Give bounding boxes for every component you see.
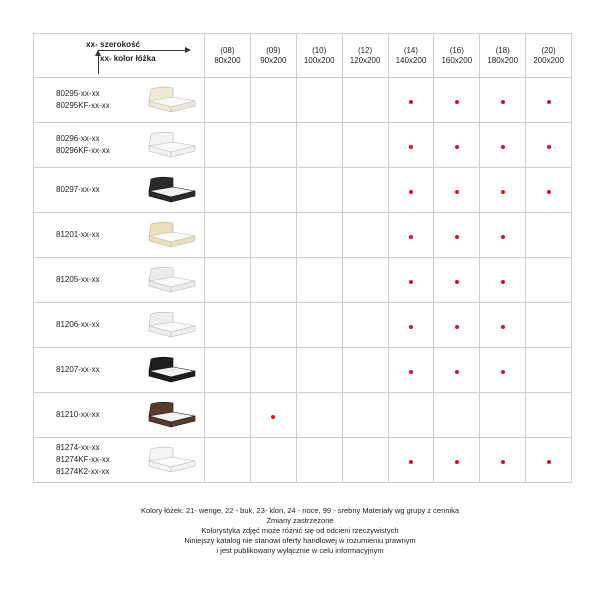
availability-cell: [205, 78, 251, 123]
size-header: (10) 100x200: [296, 34, 342, 78]
availability-cell: [296, 168, 342, 213]
width-arrow-icon: [98, 50, 186, 51]
availability-cell: [480, 303, 526, 348]
bed-image-cell: [139, 168, 205, 213]
availability-cell: [250, 213, 296, 258]
available-dot-icon: [547, 145, 551, 149]
model-code: 81201-xx-xx: [56, 230, 100, 239]
available-dot-icon: [455, 190, 459, 194]
available-dot-icon: [501, 100, 505, 104]
footer-info-note: i jest publikowany wyłącznie w celu informacyjnym: [216, 546, 384, 555]
availability-cell: [342, 123, 388, 168]
model-code: 80295KF-xx-xx: [56, 101, 110, 110]
available-dot-icon: [547, 190, 551, 194]
available-dot-icon: [409, 190, 413, 194]
availability-cell: [526, 393, 572, 438]
model-cell: [34, 348, 139, 393]
bed-image-cell: [139, 123, 205, 168]
bed-image-cell: [139, 78, 205, 123]
availability-sheet: [33, 33, 571, 479]
model-code: 81210-xx-xx: [56, 410, 100, 419]
available-dot-icon: [455, 280, 459, 284]
table-body: [34, 78, 572, 483]
availability-cell: [526, 348, 572, 393]
availability-cell: [388, 438, 434, 483]
availability-cell: [342, 78, 388, 123]
model-code: 81274KF-xx-xx: [56, 455, 110, 464]
availability-cell: [205, 213, 251, 258]
size-header: (12) 120x200: [342, 34, 388, 78]
available-dot-icon: [455, 370, 459, 374]
availability-cell: [205, 303, 251, 348]
availability-cell: [388, 258, 434, 303]
footer-colors-note: Kolory łóżek: 21- wenge, 22 - buk, 23- klon, 24 - noce, 99 - srebny Materiały wg grupy z cennika: [140, 506, 460, 515]
availability-cell: [250, 348, 296, 393]
available-dot-icon: [501, 325, 505, 329]
availability-cell: [480, 123, 526, 168]
availability-cell: [526, 213, 572, 258]
size-header: (16) 160x200: [434, 34, 480, 78]
availability-cell: [526, 438, 572, 483]
availability-cell: [342, 348, 388, 393]
availability-cell: [480, 168, 526, 213]
bed-image-cell: [139, 438, 205, 483]
table-row: [34, 393, 572, 438]
bed-white-box-icon: [143, 445, 199, 475]
bed-white-classic-icon: [143, 265, 199, 295]
availability-cell: [250, 258, 296, 303]
size-header: (08) 80x200: [205, 34, 251, 78]
available-dot-icon: [409, 370, 413, 374]
available-dot-icon: [409, 460, 413, 464]
availability-cell: [388, 303, 434, 348]
availability-cell: [480, 438, 526, 483]
available-dot-icon: [455, 235, 459, 239]
availability-cell: [296, 393, 342, 438]
availability-cell: [434, 168, 480, 213]
bed-image-cell: [139, 258, 205, 303]
availability-cell: [480, 213, 526, 258]
size-header: (18) 180x200: [480, 34, 526, 78]
availability-cell: [388, 123, 434, 168]
model-cell: [34, 258, 139, 303]
availability-cell: [388, 78, 434, 123]
availability-cell: [342, 168, 388, 213]
availability-cell: [434, 258, 480, 303]
availability-cell: [250, 393, 296, 438]
availability-cell: [342, 393, 388, 438]
availability-cell: [296, 123, 342, 168]
model-cell: [34, 438, 139, 483]
available-dot-icon: [455, 325, 459, 329]
bed-white-frame-icon: [143, 310, 199, 340]
availability-cell: [480, 258, 526, 303]
bed-black-white-curve-icon: [143, 355, 199, 385]
model-code: 81274-xx-xx: [56, 443, 100, 452]
available-dot-icon: [409, 100, 413, 104]
bed-image-cell: [139, 348, 205, 393]
model-code: 81205-xx-xx: [56, 275, 100, 284]
model-code: 80297-xx-xx: [56, 185, 100, 194]
availability-cell: [434, 78, 480, 123]
model-cell: [34, 123, 139, 168]
bed-cream-storage-icon: [143, 85, 199, 115]
availability-cell: [434, 303, 480, 348]
availability-cell: [526, 258, 572, 303]
model-code: 80296-xx-xx: [56, 134, 100, 143]
size-availability-table: [33, 33, 572, 483]
bed-brown-box-icon: [143, 400, 199, 430]
availability-cell: [342, 213, 388, 258]
availability-cell: [480, 348, 526, 393]
availability-cell: [480, 78, 526, 123]
availability-cell: [342, 303, 388, 348]
availability-cell: [296, 348, 342, 393]
available-dot-icon: [455, 460, 459, 464]
model-cell: [34, 303, 139, 348]
bed-image-cell: [139, 213, 205, 258]
size-header: (14) 140x200: [388, 34, 434, 78]
availability-cell: [434, 438, 480, 483]
availability-cell: [526, 168, 572, 213]
color-axis-label: xx- kolor łóżka: [100, 54, 156, 63]
available-dot-icon: [409, 235, 413, 239]
available-dot-icon: [501, 460, 505, 464]
availability-cell: [388, 213, 434, 258]
availability-cell: [342, 258, 388, 303]
availability-cell: [526, 123, 572, 168]
availability-cell: [205, 348, 251, 393]
model-cell: [34, 393, 139, 438]
model-cell: [34, 78, 139, 123]
available-dot-icon: [455, 100, 459, 104]
model-cell: [34, 213, 139, 258]
header-row: [34, 34, 572, 78]
footer-notes: [0, 506, 600, 556]
bed-black-wave-icon: [143, 175, 199, 205]
footer-legal-note: Niniejszy katalog nie stanowi oferty handlowej w rozumieniu prawnym: [184, 536, 416, 545]
table-row: [34, 123, 572, 168]
size-header: (20) 200x200: [526, 34, 572, 78]
available-dot-icon: [409, 145, 413, 149]
model-code: 80295-xx-xx: [56, 89, 100, 98]
model-code: 81274K2-xx-xx: [56, 467, 110, 476]
availability-cell: [250, 78, 296, 123]
bed-white-low-icon: [143, 130, 199, 160]
available-dot-icon: [501, 280, 505, 284]
availability-cell: [250, 168, 296, 213]
available-dot-icon: [271, 415, 275, 419]
available-dot-icon: [455, 145, 459, 149]
table-row: [34, 258, 572, 303]
model-cell: [34, 168, 139, 213]
table-row: [34, 213, 572, 258]
width-axis-label: xx- szerokość: [86, 40, 141, 49]
availability-cell: [205, 258, 251, 303]
availability-cell: [434, 393, 480, 438]
available-dot-icon: [409, 325, 413, 329]
available-dot-icon: [501, 190, 505, 194]
availability-cell: [388, 393, 434, 438]
table-row: [34, 438, 572, 483]
availability-cell: [342, 438, 388, 483]
available-dot-icon: [409, 280, 413, 284]
availability-cell: [434, 123, 480, 168]
availability-cell: [205, 168, 251, 213]
availability-cell: [296, 438, 342, 483]
table-row: [34, 78, 572, 123]
bed-image-cell: [139, 393, 205, 438]
available-dot-icon: [547, 100, 551, 104]
size-header: (09) 90x200: [250, 34, 296, 78]
bed-image-cell: [139, 303, 205, 348]
available-dot-icon: [501, 145, 505, 149]
available-dot-icon: [501, 370, 505, 374]
bed-cream-curved-icon: [143, 220, 199, 250]
availability-cell: [388, 348, 434, 393]
availability-cell: [480, 393, 526, 438]
model-code: 81206-xx-xx: [56, 320, 100, 329]
availability-cell: [526, 78, 572, 123]
availability-cell: [526, 303, 572, 348]
table-row: [34, 168, 572, 213]
availability-cell: [296, 303, 342, 348]
availability-cell: [296, 258, 342, 303]
availability-cell: [388, 168, 434, 213]
table-row: [34, 348, 572, 393]
availability-cell: [205, 438, 251, 483]
availability-cell: [250, 123, 296, 168]
available-dot-icon: [501, 235, 505, 239]
footer-color-disclaimer: Kolorystyka zdjęć może różnić się od odcieni rzeczywistych: [201, 526, 399, 535]
color-arrow-icon: [98, 51, 99, 74]
availability-cell: [250, 303, 296, 348]
availability-cell: [250, 438, 296, 483]
model-code: 80296KF-xx-xx: [56, 146, 110, 155]
axis-legend-cell: [34, 34, 205, 78]
available-dot-icon: [547, 460, 551, 464]
availability-cell: [205, 393, 251, 438]
availability-cell: [434, 213, 480, 258]
availability-cell: [205, 123, 251, 168]
availability-cell: [296, 78, 342, 123]
table-row: [34, 303, 572, 348]
availability-cell: [296, 213, 342, 258]
availability-cell: [434, 348, 480, 393]
model-code: 81207-xx-xx: [56, 365, 100, 374]
footer-changes-note: Zmiany zastrzeżone: [266, 516, 334, 525]
